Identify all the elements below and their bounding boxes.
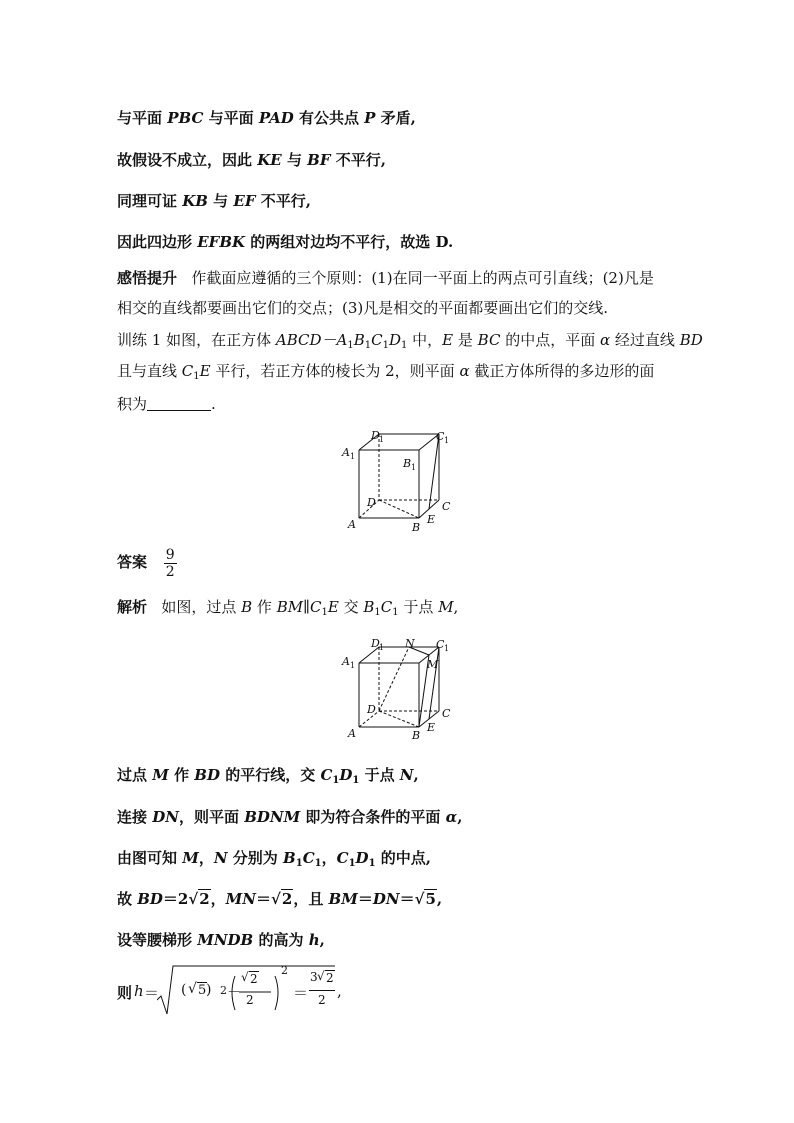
label-sub: 1 (444, 436, 450, 445)
sqrt-sign-icon: √ (188, 890, 199, 908)
radicand: 2 (326, 971, 334, 985)
numerator: 9 (165, 546, 175, 563)
text: 与 (207, 192, 234, 210)
label-sub: 1 (444, 644, 450, 653)
numerator: 3 (310, 970, 318, 984)
exercise-line-2 (117, 361, 654, 387)
text: 是 (453, 331, 478, 349)
var: KB (182, 192, 208, 210)
text: 同理可证 (117, 192, 183, 210)
text: , (319, 931, 325, 949)
exponent: 2 (220, 984, 227, 997)
sub: 1 (332, 775, 340, 786)
text: ＝ (256, 890, 272, 908)
exercise-line-1 (117, 330, 703, 356)
text: 平行，若正方体的棱长为 2，则平面 (210, 362, 460, 380)
text: ， (198, 849, 214, 867)
var: KE (257, 151, 282, 169)
var: B (353, 331, 365, 349)
label-e: E (427, 513, 436, 526)
text: ＝ (399, 890, 415, 908)
var: C (302, 849, 315, 867)
label-a: A (348, 518, 356, 531)
edge-hidden (379, 500, 419, 518)
label-b: B (412, 729, 421, 742)
var: DN (372, 890, 400, 908)
text: 作 (252, 598, 277, 616)
answer-label: 答案 (117, 553, 148, 571)
sub: 1 (193, 371, 200, 382)
var: BD (679, 331, 703, 349)
var: E (442, 331, 454, 349)
label-a: A (348, 727, 356, 740)
sqrt-sign-icon: √ (271, 890, 281, 908)
insight-line-1 (117, 268, 654, 288)
analysis-line-1 (117, 597, 458, 623)
text: 作 (168, 766, 195, 784)
text: 故 (117, 890, 138, 908)
insight-label: 感悟提升 (117, 269, 178, 287)
text: 过点 (117, 766, 153, 784)
step-line-2 (117, 807, 462, 827)
label-n: N (405, 637, 415, 650)
analysis-label: 解析 (117, 598, 148, 616)
denominator: 2 (165, 563, 175, 580)
var: BD (194, 766, 220, 784)
exponent: 2 (281, 964, 288, 977)
sub: 1 (364, 340, 372, 351)
label-a1: A (342, 655, 350, 668)
label-sub: 1 (379, 643, 385, 652)
sub: 1 (314, 858, 322, 869)
text: 与平面 (117, 109, 168, 127)
var: C (320, 766, 333, 784)
insight-text: 作截面应遵循的三个原则：(1)在同一平面上的两点可引直线；(2)凡是 (191, 269, 654, 287)
var: BM (276, 598, 304, 616)
text: 即为符合条件的平面 (300, 808, 446, 826)
label-sub: 1 (350, 452, 356, 461)
label-c: C (442, 500, 451, 513)
var: D (388, 331, 402, 349)
edge-hidden (379, 711, 419, 727)
sub: 1 (374, 607, 381, 618)
text: 经过直线 (610, 331, 680, 349)
insight-text: 相交的直线都要画出它们的交点；(3)凡是相交的平面都要画出它们的交线. (117, 299, 609, 317)
label-sub: 1 (379, 435, 385, 444)
label-c: C (442, 707, 451, 720)
radicand: 5 (425, 890, 436, 908)
text: 积为 (117, 395, 148, 413)
insight-line-2 (117, 298, 608, 318)
radicand: 2 (199, 890, 210, 908)
sub: 1 (295, 858, 303, 869)
text: , (453, 598, 459, 616)
minus: － (227, 985, 241, 1001)
answer-blank (147, 396, 211, 411)
text: 设等腰梯形 (117, 931, 198, 949)
text: ， (321, 849, 337, 867)
text: ＝ (357, 890, 373, 908)
step-line-5 (117, 930, 325, 950)
label-d: D (367, 703, 376, 716)
text: ∥ (303, 598, 311, 616)
text: 连接 (117, 808, 153, 826)
radicand: 2 (250, 972, 258, 986)
text: , (457, 808, 463, 826)
sub: 1 (352, 775, 360, 786)
text: 故假设不成立，因此 (117, 151, 258, 169)
text-line-3 (117, 191, 311, 211)
var: C (336, 849, 349, 867)
text: , (337, 982, 342, 1000)
sub: 1 (368, 858, 376, 869)
text: 于点 (398, 598, 439, 616)
var: h (308, 931, 320, 949)
var: E (327, 598, 339, 616)
cube-figure-1 (335, 430, 465, 540)
cube-figure-2 (335, 633, 465, 743)
var: BDNM (244, 808, 301, 826)
sqrt-sign-icon: √ (241, 970, 249, 984)
var: BC (477, 331, 501, 349)
sub: 1 (401, 340, 408, 351)
text: ＝ (144, 984, 160, 1002)
text: 因此四边形 (117, 233, 198, 251)
text: 如图，过点 (161, 598, 242, 616)
label-sub: 1 (411, 463, 417, 472)
text: 中， (407, 331, 443, 349)
sqrt-sign-icon: √ (317, 969, 325, 983)
text-line-2 (117, 150, 386, 170)
var: D (339, 766, 353, 784)
radicand: 2 (281, 890, 293, 908)
var: MN (225, 890, 256, 908)
var: h (134, 982, 144, 1000)
sub: 1 (348, 858, 356, 869)
text: ＝ (293, 984, 309, 1002)
text: , (436, 890, 443, 908)
denominator: 2 (318, 993, 326, 1007)
denominator: 2 (246, 993, 254, 1007)
var: B (363, 598, 375, 616)
label-d1: D (371, 430, 380, 442)
text: 的中点，平面 (500, 331, 600, 349)
segment-c1e (429, 434, 439, 509)
var: α (445, 808, 458, 826)
text: 且与直线 (117, 362, 182, 380)
var: P (364, 109, 376, 127)
sqrt-sign-icon: √ (188, 981, 197, 997)
text: 矛盾, (375, 109, 416, 127)
sub: 1 (347, 340, 354, 351)
step-line-4 (117, 889, 442, 909)
label-b1: B (403, 457, 412, 470)
var: ABCD－A (275, 331, 348, 349)
sqrt-sign-icon: √ (414, 890, 425, 908)
text-line-1 (117, 108, 416, 128)
text: 截正方体所得的多边形的面 (469, 362, 655, 380)
var: MNDB (197, 931, 254, 949)
var: N (213, 849, 228, 867)
var: EF (233, 192, 256, 210)
label-a1: A (342, 446, 350, 459)
var: C (380, 598, 393, 616)
answer-fraction (164, 547, 177, 580)
text-line-4 (117, 232, 453, 252)
fraction-bar (309, 990, 335, 991)
text: ， (210, 890, 226, 908)
label-b: B (412, 521, 421, 534)
exercise-line-3 (117, 394, 216, 414)
var: BD (137, 890, 163, 908)
step-line-1 (117, 765, 419, 791)
sub: 1 (321, 607, 328, 618)
segment-dn (379, 647, 409, 711)
text: ＝2 (162, 890, 189, 908)
label-m: M (427, 658, 439, 671)
text: 交 (338, 598, 364, 616)
text: 的高为 (253, 931, 309, 949)
var: N (399, 766, 414, 784)
text: 于点 (359, 766, 400, 784)
height-formula (117, 962, 397, 1022)
var: C (310, 598, 322, 616)
text: 有公共点 (293, 109, 365, 127)
var: C (181, 362, 194, 380)
var: α (600, 331, 611, 349)
text: 由图可知 (117, 849, 183, 867)
var: B (241, 598, 253, 616)
sub: 1 (382, 340, 389, 351)
var: D (355, 849, 369, 867)
label-d: D (367, 496, 376, 509)
var: α (459, 362, 470, 380)
var: M (182, 849, 199, 867)
text: 与平面 (203, 109, 259, 127)
var: PAD (258, 109, 294, 127)
text: . (211, 395, 216, 413)
text: 则 (117, 984, 133, 1002)
var: PBC (167, 109, 204, 127)
text: 与 (281, 151, 308, 169)
label-c1: C (436, 638, 445, 651)
text: 的中点, (375, 849, 431, 867)
radicand: 5 (198, 983, 207, 998)
paren-open: ( (181, 982, 187, 998)
sub: 1 (392, 607, 399, 618)
var: M (438, 598, 454, 616)
var: C (371, 331, 383, 349)
text: 的两组对边均不平行，故选 D. (245, 233, 454, 251)
text: 不平行, (330, 151, 386, 169)
text: 训练 1 如图，在正方体 (117, 331, 276, 349)
label-c1: C (436, 430, 445, 443)
text: , (413, 766, 419, 784)
answer-line (117, 545, 181, 580)
text: ，则平面 (178, 808, 245, 826)
var: BF (307, 151, 331, 169)
text: 分别为 (227, 849, 284, 867)
var: EFBK (197, 233, 246, 251)
var: BM (328, 890, 358, 908)
text: ，且 (293, 890, 329, 908)
label-sub: 1 (350, 661, 356, 670)
var: B (283, 849, 296, 867)
var: DN (152, 808, 179, 826)
var: M (152, 766, 169, 784)
label-d1: D (371, 637, 380, 650)
paren-close: ) (206, 982, 212, 998)
text: 不平行, (255, 192, 311, 210)
step-line-3 (117, 848, 431, 874)
var: E (199, 362, 211, 380)
label-e: E (427, 721, 436, 734)
text: 的平行线，交 (219, 766, 321, 784)
